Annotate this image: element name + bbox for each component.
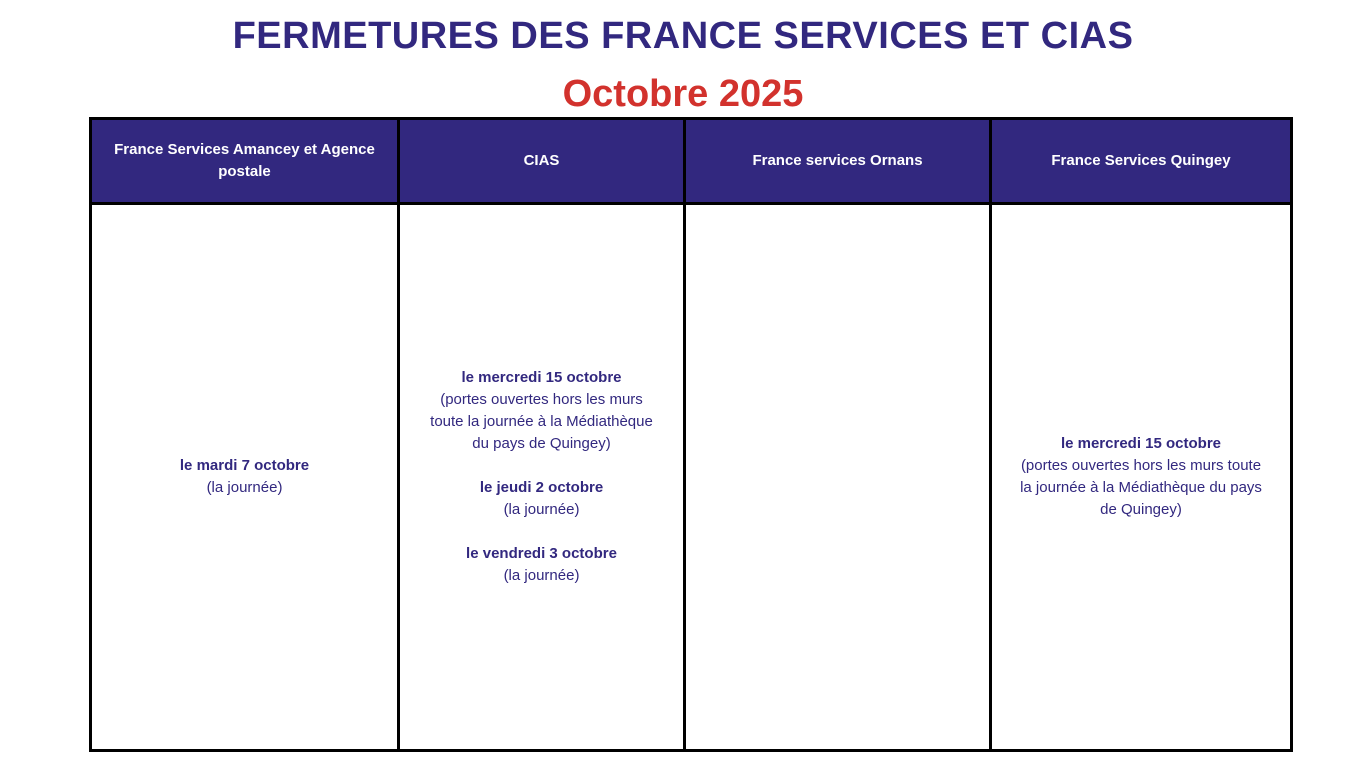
closure-date: le mercredi 15 octobre [461, 369, 622, 386]
cell-cias [399, 204, 685, 751]
closure-entry [422, 477, 661, 521]
closure-entry [422, 367, 661, 455]
closures-table [89, 117, 1293, 752]
cell-ornans [685, 204, 991, 751]
column-header-cias: CIAS [399, 119, 685, 204]
closure-detail: (portes ouvertes hors les murs toute la journée à la Médiathèque du pays de Quingey) [430, 391, 653, 452]
closure-date: le mercredi 15 octobre [1060, 435, 1222, 452]
table-row [91, 204, 1292, 751]
table-header-row [91, 119, 1292, 204]
closure-date: le mardi 7 octobre [179, 457, 310, 474]
page-title: FERMETURES DES FRANCE SERVICES ET CIAS [232, 15, 1134, 57]
cell-amancey [91, 204, 399, 751]
closure-entry [1014, 433, 1268, 521]
page-subtitle: Octobre 2025 [562, 73, 804, 115]
closure-date: le jeudi 2 octobre [479, 479, 604, 496]
closure-detail: (la journée) [206, 479, 283, 496]
closure-entry [114, 455, 375, 499]
column-header-ornans: France services Ornans [685, 119, 991, 204]
column-header-quingey: France Services Quingey [991, 119, 1292, 204]
closure-detail: (portes ouvertes hors les murs toute la journée à la Médiathèque du pays de Quingey) [1020, 457, 1262, 518]
cell-quingey [991, 204, 1292, 751]
closure-entry [422, 543, 661, 587]
column-header-amancey: France Services Amancey et Agence postale [91, 119, 399, 204]
closure-detail: (la journée) [503, 567, 580, 584]
closure-date: le vendredi 3 octobre [466, 545, 617, 562]
closure-detail: (la journée) [503, 501, 580, 518]
